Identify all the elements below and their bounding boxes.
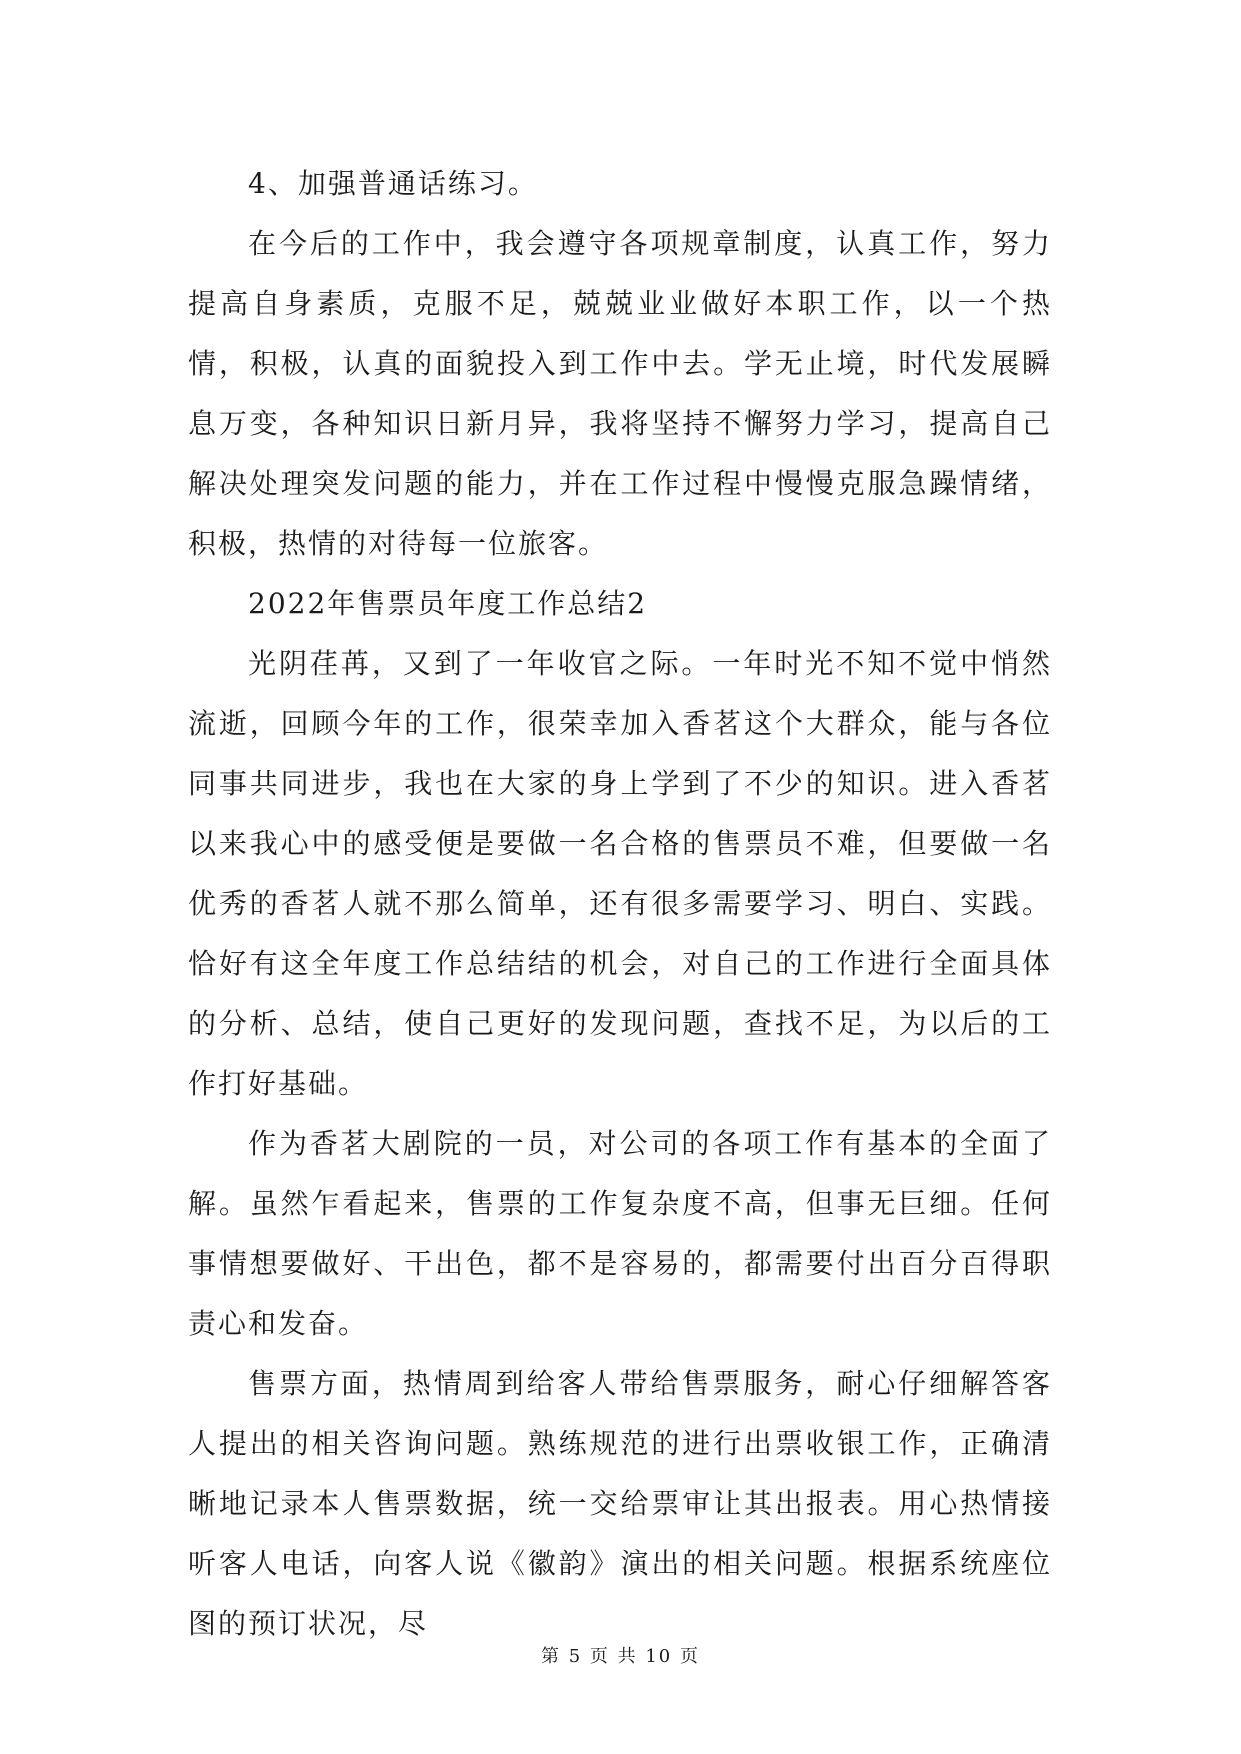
page-footer: 第 5 页 共 10 页 (541, 1646, 700, 1667)
paragraph-5: 售票方面，热情周到给客人带给售票服务，耐心仔细解答客人提出的相关咨询问题。熟练规范的进行出票收银工作，正确清晰地记录本人售票数据，统一交给票审让其出报表。用心热情接听客人电话，向客人说《徽韵》演出的相关问题。根据系统座位图的预订状况，尽 (188, 1367, 1052, 1640)
paragraph-2: 在今后的工作中，我会遵守各项规章制度，认真工作，努力提高自身素质，克服不足，兢兢业业做好本职工作，以一个热情，积极，认真的面貌投入到工作中去。学无止境，时代发展瞬息万变，各种知识日新月异，我将坚持不懈努力学习，提高自己解决处理突发问题的能力，并在工作过程中慢慢克服急躁情绪，积极，热情的对待每一位旅客。 (188, 227, 1052, 560)
document-body (188, 154, 1052, 1654)
paragraph-3: 光阴荏苒，又到了一年收官之际。一年时光不知不觉中悄然流逝，回顾今年的工作，很荣幸加入香茗这个大群众，能与各位同事共同进步，我也在大家的身上学到了不少的知识。进入香茗以来我心中的感受便是要做一名合格的售票员不难，但要做一名优秀的香茗人就不那么简单，还有很多需要学习、明白、实践。恰好有这全年度工作总结结的机会，对自己的工作进行全面具体的分析、总结，使自己更好的发现问题，查找不足，为以后的工作打好基础。 (188, 647, 1052, 1100)
section-heading: 2022年售票员年度工作总结2 (248, 587, 648, 620)
paragraph-4: 作为香茗大剧院的一员，对公司的各项工作有基本的全面了解。虽然乍看起来，售票的工作复杂度不高，但事无巨细。任何事情想要做好、干出色，都不是容易的，都需要付出百分百得职责心和发奋。 (188, 1127, 1052, 1340)
paragraph-1: 4、加强普通话练习。 (248, 167, 538, 200)
